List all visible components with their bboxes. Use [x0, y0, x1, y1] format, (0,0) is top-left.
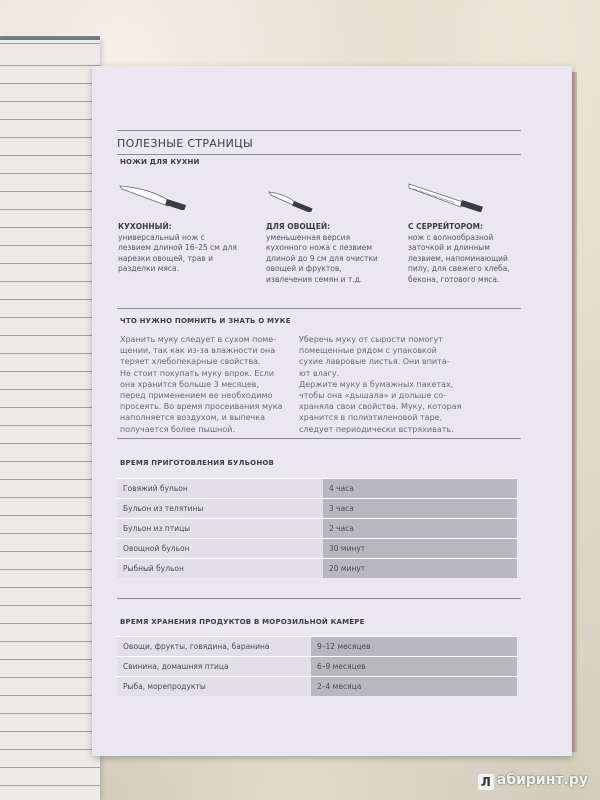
- freezer-product: Овощи, фрукты, говядина, баранина: [117, 637, 311, 657]
- flour-text-left: Хранить муку следует в сухом поме- щении, так как из-за влажности она теряет хлебопекарные свойства. Не стоит покупать муку впрок. Если она хранится больше 3 месяцев, перед применением ее необходимо просеять. Во время просеивания мука наполняется воздухом, и выпечка получается более пышной.: [120, 335, 283, 434]
- broth-name: Рыбный бульон: [117, 559, 323, 579]
- bread-knife-icon: [407, 178, 487, 212]
- title-rule: [117, 154, 521, 155]
- freezer-product: Рыба, морепродукты: [117, 677, 311, 697]
- broth-name: Бульон из телятины: [117, 499, 323, 519]
- knife-bread-text: нож с волнообразной заточкой и длинным лезвием, напоминающий пилу, для свежего хлеба, бекона, готового мяса.: [408, 232, 510, 284]
- table-row: [117, 499, 517, 519]
- watermark-text: абиринт.ру: [496, 772, 588, 788]
- knife-paring: [266, 222, 386, 285]
- page-title: ПОЛЕЗНЫЕ СТРАНИЦЫ: [117, 137, 254, 150]
- table-row: [117, 519, 517, 539]
- knife-bread: [408, 222, 523, 285]
- broth-table: [117, 478, 517, 578]
- broth-time: 4 часа: [323, 479, 517, 499]
- chef-knife-icon: [118, 180, 188, 210]
- broth-time: 3 часа: [323, 499, 517, 519]
- broth-heading: ВРЕМЯ ПРИГОТОВЛЕНИЯ БУЛЬОНОВ: [120, 459, 275, 467]
- freezer-time: 9–12 месяцев: [311, 637, 517, 657]
- table-row: [117, 637, 517, 657]
- table-row: [117, 479, 517, 499]
- broth-name: Говяжий бульон: [117, 479, 323, 499]
- knives-rule: [117, 308, 521, 309]
- broth-name: Бульон из птицы: [117, 519, 323, 539]
- table-row: [117, 657, 517, 677]
- knives-heading: НОЖИ ДЛЯ КУХНИ: [120, 158, 200, 166]
- broth-time: 2 часа: [323, 519, 517, 539]
- labirint-watermark: [478, 772, 588, 790]
- knife-chef-text: универсальный нож с лезвием длиной 16–25 см для нарезки овощей, трав и разделки мяса.: [118, 232, 237, 273]
- broth-rule: [117, 598, 521, 599]
- flour-text-right: Уберечь муку от сырости помогут помещенные рядом с упаковкой сухие лавровые листья. Они впита- ют влагу. Держите муку в бумажных пакетах, чтобы она «дышала» и дольше со- храняла свои свойства. Муку, которая хранится в полиэтиленовой таре, следует периодически встряхивать.: [299, 335, 462, 434]
- broth-time: 30 минут: [323, 539, 517, 559]
- knife-chef: [118, 222, 238, 275]
- table-row: [117, 539, 517, 559]
- knife-paring-label: ДЛЯ ОВОЩЕЙ:: [266, 222, 331, 231]
- lined-notebook: [0, 40, 100, 800]
- table-row: [117, 559, 517, 579]
- broth-time: 20 минут: [323, 559, 517, 579]
- freezer-table: [117, 636, 517, 696]
- book-page: [92, 66, 572, 756]
- freezer-product: Свинина, домашняя птица: [117, 657, 311, 677]
- table-row: [117, 677, 517, 697]
- labirint-logo-icon: Л: [478, 774, 494, 790]
- flour-heading: ЧТО НУЖНО ПОМНИТЬ И ЗНАТЬ О МУКЕ: [120, 317, 291, 325]
- knife-bread-label: С СЕРРЕЙТОРОМ:: [408, 222, 483, 231]
- flour-rule: [117, 438, 521, 439]
- broth-name: Овощной бульон: [117, 539, 323, 559]
- freezer-heading: ВРЕМЯ ХРАНЕНИЯ ПРОДУКТОВ В МОРОЗИЛЬНОЙ КАМЕРЕ: [120, 618, 365, 626]
- top-rule: [117, 130, 521, 131]
- knife-chef-label: КУХОННЫЙ:: [118, 222, 172, 231]
- paring-knife-icon: [267, 188, 317, 212]
- freezer-time: 6–9 месяцев: [311, 657, 517, 677]
- freezer-time: 2–4 месяца: [311, 677, 517, 697]
- knife-paring-text: уменьшенная версия кухонного ножа с лезвием длиной до 9 см для очистки овощей и фруктов, извлечения семян и т.д.: [266, 232, 378, 284]
